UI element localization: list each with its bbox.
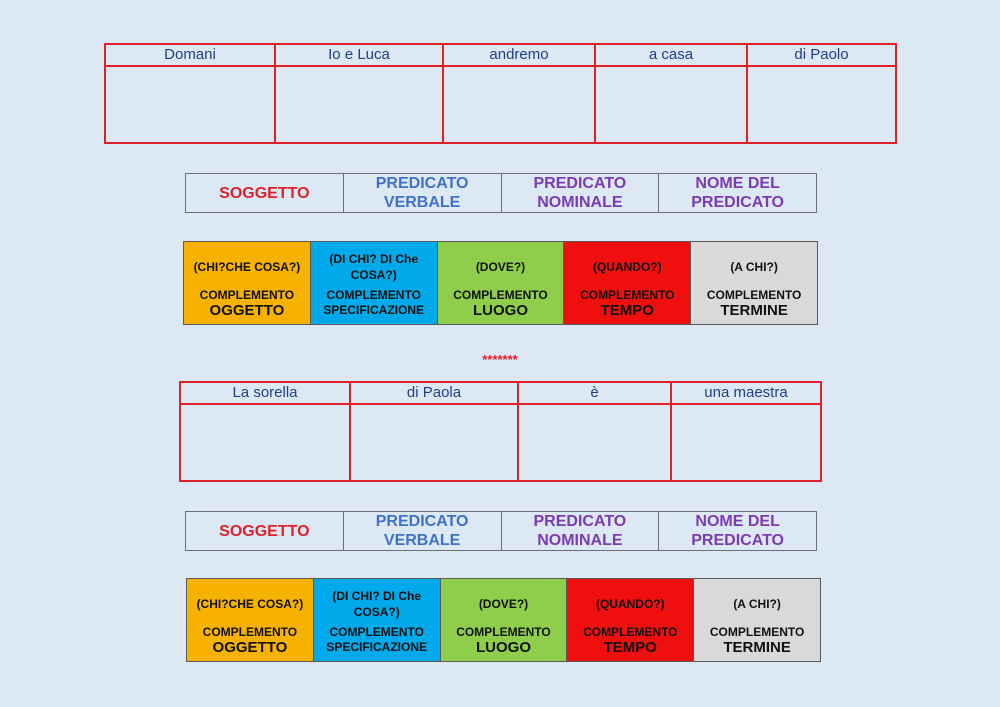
- sentence-word: di Paola: [351, 383, 517, 405]
- drop-zone[interactable]: [351, 405, 517, 480]
- label-soggetto[interactable]: SOGGETTO: [186, 174, 344, 212]
- drop-zone[interactable]: [672, 405, 820, 480]
- drop-zone[interactable]: [519, 405, 670, 480]
- sentence-word: andremo: [444, 45, 594, 67]
- complement-label: COMPLEMENTO OGGETTO: [202, 625, 298, 656]
- sentence-word: Domani: [106, 45, 274, 67]
- complement-question: (DI CHI? DI Che COSA?): [329, 252, 419, 282]
- label-predicato-nominale[interactable]: PREDICATO NOMINALE: [502, 512, 660, 550]
- sentence-column: [519, 383, 672, 480]
- complement-question: (A CHI?): [733, 597, 781, 611]
- sentence-column: [596, 45, 748, 142]
- label-complemento-oggetto[interactable]: [187, 579, 314, 661]
- complement-question: (DI CHI? DI Che COSA?): [332, 589, 422, 619]
- drop-zone[interactable]: [748, 67, 895, 142]
- sentence-word: di Paolo: [748, 45, 895, 67]
- label-nome-del-predicato[interactable]: NOME DEL PREDICATO: [691, 513, 784, 549]
- sentence-word: Io e Luca: [276, 45, 442, 67]
- sentence-word: a casa: [596, 45, 746, 67]
- complement-question: (CHI?CHE COSA?): [193, 260, 301, 274]
- predicate-labels-1: [185, 173, 817, 213]
- sentence-word: La sorella: [181, 383, 349, 405]
- complement-label: COMPLEMENTO SPECIFICAZIONE: [323, 288, 425, 317]
- complement-question: (QUANDO?): [595, 597, 665, 611]
- label-complemento-termine[interactable]: [694, 579, 820, 661]
- complement-question: (A CHI?): [730, 260, 778, 274]
- label-complemento-specificazione[interactable]: [311, 242, 438, 324]
- sentence-table-2: [179, 381, 822, 482]
- complement-label: COMPLEMENTO OGGETTO: [199, 288, 295, 319]
- complement-label: COMPLEMENTO TEMPO: [583, 625, 678, 656]
- label-complemento-tempo[interactable]: [564, 242, 691, 324]
- drop-zone[interactable]: [276, 67, 442, 142]
- sentence-column: [672, 383, 820, 480]
- label-complemento-luogo[interactable]: [441, 579, 568, 661]
- label-complemento-oggetto[interactable]: [184, 242, 311, 324]
- label-complemento-specificazione[interactable]: [314, 579, 441, 661]
- sentence-column: [181, 383, 351, 480]
- label-predicato-nominale[interactable]: PREDICATO NOMINALE: [502, 174, 660, 212]
- label-soggetto[interactable]: SOGGETTO: [186, 512, 344, 550]
- sentence-column: [351, 383, 519, 480]
- complement-question: (CHI?CHE COSA?): [196, 597, 304, 611]
- complement-label: COMPLEMENTO TEMPO: [580, 288, 675, 319]
- drop-zone[interactable]: [596, 67, 746, 142]
- complement-label: COMPLEMENTO SPECIFICAZIONE: [326, 625, 428, 654]
- drop-zone[interactable]: [181, 405, 349, 480]
- separator: *******: [482, 352, 518, 367]
- predicate-labels-2: [185, 511, 817, 551]
- complement-label: COMPLEMENTO LUOGO: [456, 625, 551, 656]
- complement-label: COMPLEMENTO TERMINE: [706, 288, 802, 319]
- label-complemento-luogo[interactable]: [438, 242, 565, 324]
- label-nome-del-predicato[interactable]: NOME DEL PREDICATO: [691, 175, 784, 211]
- sentence-word: una maestra: [672, 383, 820, 405]
- sentence-word: è: [519, 383, 670, 405]
- sentence-column: [276, 45, 444, 142]
- complement-label: COMPLEMENTO LUOGO: [453, 288, 548, 319]
- complement-question: (DOVE?): [475, 260, 526, 274]
- label-predicato-verbale[interactable]: PREDICATO VERBALE: [344, 512, 502, 550]
- complement-labels-1: [183, 241, 818, 325]
- label-complemento-termine[interactable]: [691, 242, 817, 324]
- label-predicato-verbale[interactable]: PREDICATO VERBALE: [344, 174, 502, 212]
- drop-zone[interactable]: [444, 67, 594, 142]
- sentence-column: [444, 45, 596, 142]
- label-complemento-tempo[interactable]: [567, 579, 694, 661]
- drop-zone[interactable]: [106, 67, 274, 142]
- complement-label: COMPLEMENTO TERMINE: [709, 625, 805, 656]
- sentence-table-1: [104, 43, 897, 144]
- sentence-column: [748, 45, 895, 142]
- complement-question: (QUANDO?): [592, 260, 662, 274]
- complement-question: (DOVE?): [478, 597, 529, 611]
- complement-labels-2: [186, 578, 821, 662]
- sentence-column: [106, 45, 276, 142]
